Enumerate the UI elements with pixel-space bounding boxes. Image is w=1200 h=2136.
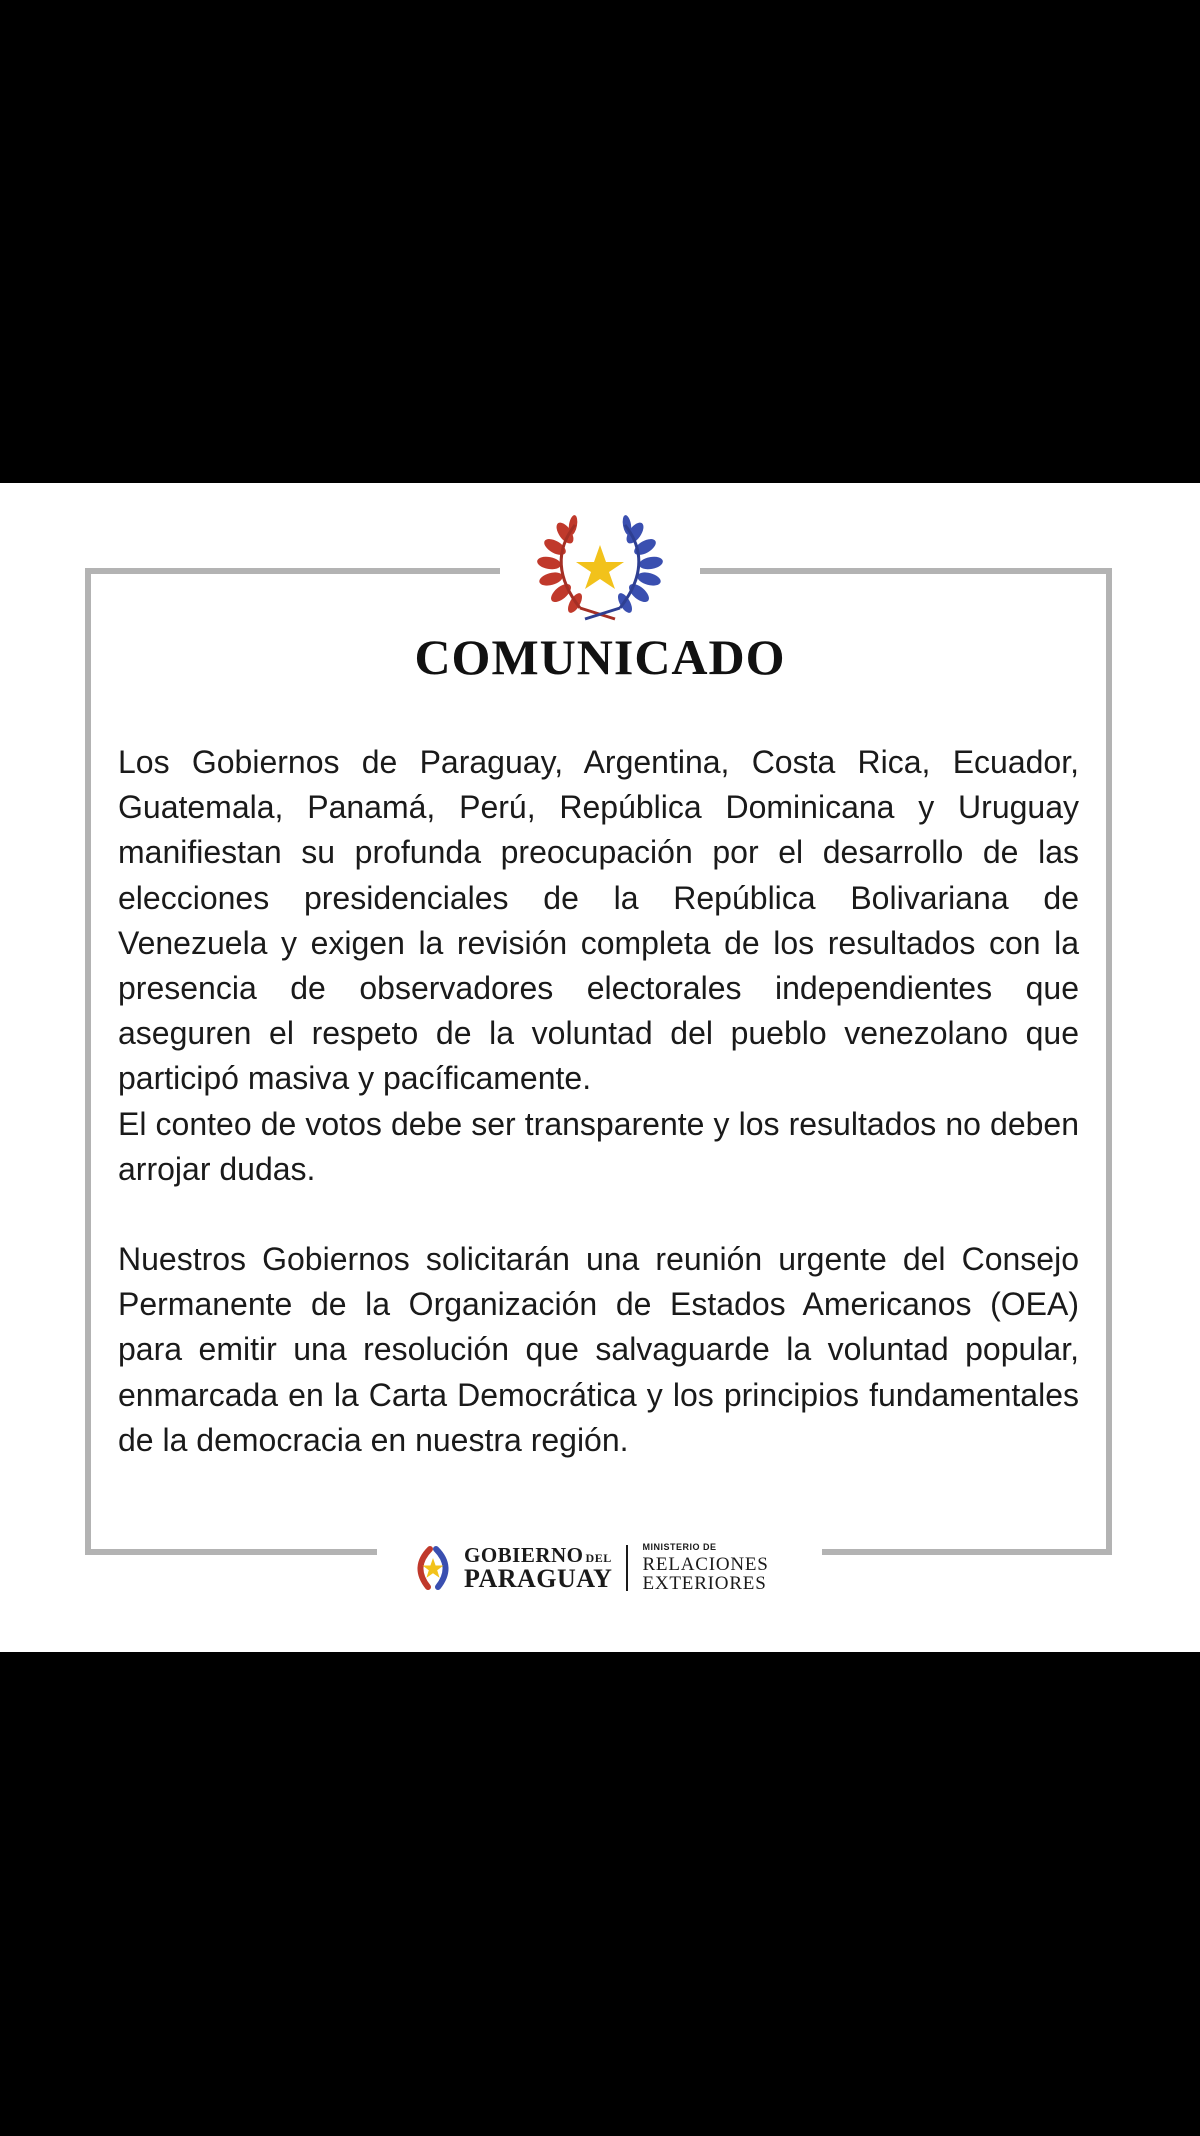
- footer-logo: [410, 1538, 769, 1598]
- gobierno-wordmark: [464, 1542, 613, 1593]
- letterbox-bottom: [0, 1652, 1200, 2136]
- gobierno-del-text: DEL: [585, 1550, 612, 1565]
- ministerio-de-text: MINISTERIO DE: [642, 1542, 717, 1552]
- gobierno-text: GOBIERNO: [464, 1542, 584, 1567]
- ministerio-wordmark: [642, 1543, 768, 1593]
- letterbox-top: [0, 0, 1200, 483]
- relaciones-text: RELACIONES: [642, 1554, 769, 1575]
- paragraph-1: Los Gobiernos de Paraguay, Argentina, Costa Rica, Ecuador, Guatemala, Panamá, Perú, República Dominicana y Uruguay manifiestan su profunda preocupación por el desarrollo de las elecciones presidenciales de la República Bolivariana de Venezuela y exigen la revisión completa de los resultados con la presencia de observadores electorales independientes que aseguren el respeto de la voluntad del pueblo venezolano que participó masiva y pacíficamente.: [118, 744, 1079, 1097]
- communique-sheet: [0, 483, 1200, 1652]
- footer-divider: [626, 1545, 628, 1591]
- paraguay-text: PARAGUAY: [464, 1563, 613, 1593]
- exteriores-text: EXTERIORES: [642, 1573, 767, 1594]
- paragraph-2: El conteo de votos debe ser transparente y los resultados no deben arrojar dudas.: [118, 1105, 1079, 1187]
- page-title: COMUNICADO: [414, 629, 786, 685]
- paraguay-crest-small-icon: [410, 1545, 456, 1591]
- paraguay-crest-icon: [535, 513, 665, 623]
- communique-body: [118, 740, 1079, 1463]
- paragraph-3: Nuestros Gobiernos solicitarán una reunión urgente del Consejo Permanente de la Organización de Estados Americanos (OEA) para emitir una resolución que salvaguarde la voluntad popular, enmarcada en la Carta Democrática y los principios fundamentales de la democracia en nuestra región.: [118, 1241, 1079, 1458]
